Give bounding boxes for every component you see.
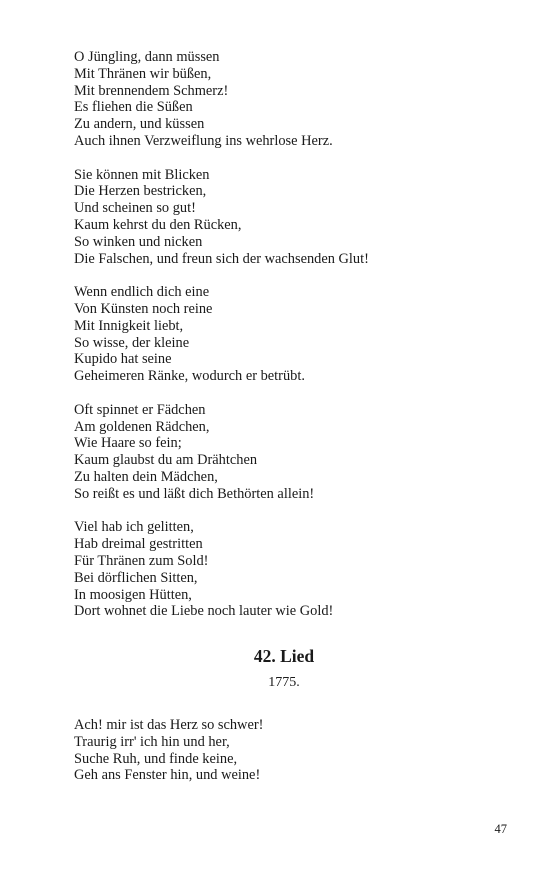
- verse-line: Kupido hat seine: [74, 351, 172, 368]
- song-stanza: [74, 717, 494, 784]
- verse-line: Von Künsten noch reine: [74, 300, 213, 317]
- verse-line: Dort wohnet die Liebe noch lauter wie Gold!: [74, 603, 334, 620]
- verse-line: So wisse, der kleine: [74, 334, 190, 351]
- verse-line: Wenn endlich dich eine: [74, 284, 210, 301]
- verse-line: Wie Haare so fein;: [74, 435, 182, 452]
- stanza-4: [74, 402, 494, 503]
- stanza-5: [74, 519, 494, 620]
- verse-line: Kaum kehrst du den Rücken,: [74, 216, 242, 233]
- stanza-1: [74, 49, 494, 150]
- verse-line: Die Herzen bestricken,: [74, 183, 207, 200]
- stanza-3: [74, 284, 494, 385]
- verse-line: Mit Thränen wir büßen,: [74, 65, 212, 82]
- verse-line: Geheimeren Ränke, wodurch er betrübt.: [74, 368, 305, 385]
- verse-line: Traurig irr' ich hin und her,: [74, 733, 230, 750]
- verse-line: Die Falschen, und freun sich der wachsenden Glut!: [74, 250, 369, 267]
- verse-line: Mit Innigkeit liebt,: [74, 317, 184, 334]
- verse-line: Hab dreimal gestritten: [74, 536, 203, 553]
- verse-line: Bei dörflichen Sitten,: [74, 569, 198, 586]
- verse-line: Kaum glaubst du am Drähtchen: [74, 452, 258, 469]
- verse-line: O Jüngling, dann müssen: [74, 49, 220, 65]
- stanza-2: [74, 167, 494, 268]
- verse-line: Auch ihnen Verzweiflung ins wehrlose Herz.: [74, 132, 333, 149]
- verse-line: So reißt es und läßt dich Bethörten allein!: [74, 485, 315, 502]
- verse-line: Suche Ruh, und finde keine,: [74, 750, 238, 767]
- verse-line: Zu andern, und küssen: [74, 116, 205, 133]
- song-title: 42. Lied: [253, 646, 315, 667]
- verse-line: Oft spinnet er Fädchen: [74, 401, 206, 418]
- verse-line: Geh ans Fenster hin, und weine!: [74, 767, 261, 784]
- verse-line: Ach! mir ist das Herz so schwer!: [74, 717, 264, 734]
- verse-line: Viel hab ich gelitten,: [74, 519, 194, 536]
- verse-line: Mit brennendem Schmerz!: [74, 82, 229, 99]
- verse-line: So winken und nicken: [74, 233, 203, 250]
- verse-line: Für Thränen zum Sold!: [74, 552, 209, 569]
- page-body: [74, 49, 494, 784]
- verse-line: Sie können mit Blicken: [74, 166, 210, 183]
- verse-line: Am goldenen Rädchen,: [74, 418, 210, 435]
- verse-line: Und scheinen so gut!: [74, 200, 196, 217]
- verse-line: Es fliehen die Süßen: [74, 99, 193, 116]
- verse-line: Zu halten dein Mädchen,: [74, 468, 218, 485]
- song-date: 1775.: [268, 675, 300, 691]
- verse-line: In moosigen Hütten,: [74, 586, 192, 603]
- song-heading: [74, 646, 494, 692]
- page-number: 47: [494, 822, 507, 836]
